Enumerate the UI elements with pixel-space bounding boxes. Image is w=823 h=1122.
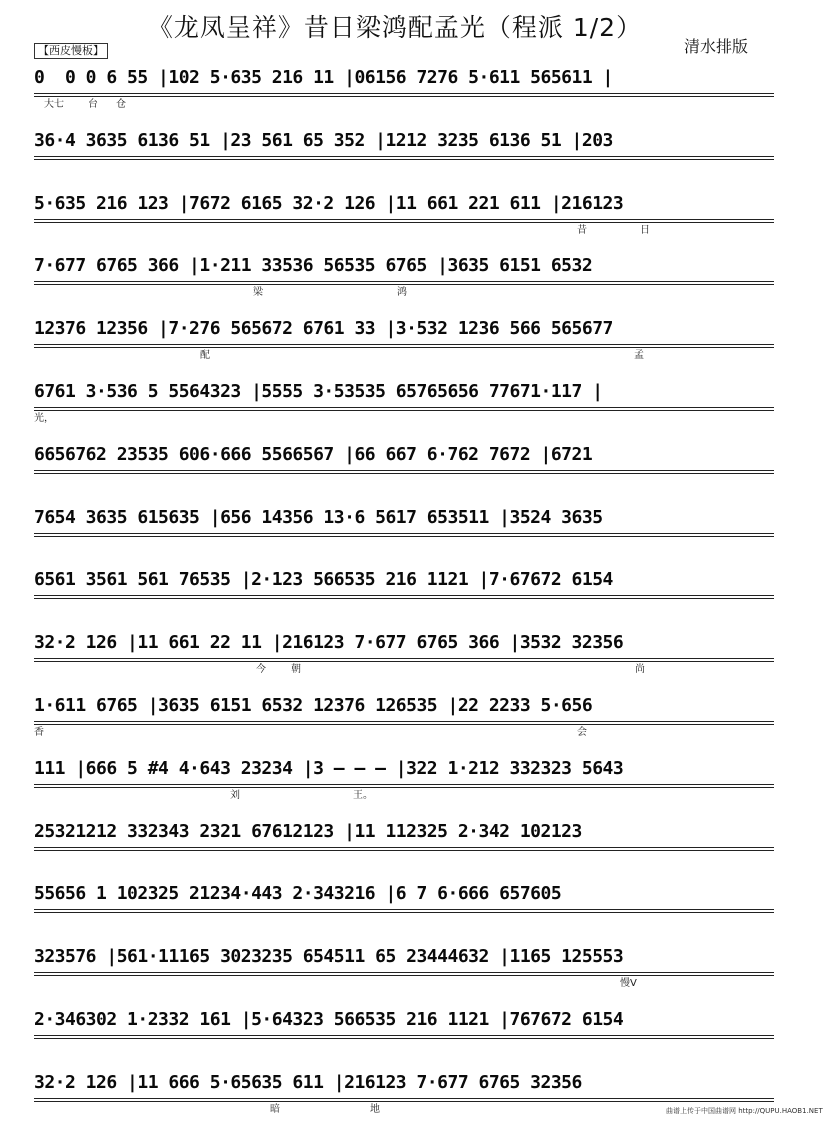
notation-text: 0 0 0 6 55 |102 5·635 216 11 |06156 7276 5·611 565611 | — [34, 67, 613, 88]
beam-line — [34, 410, 774, 411]
score-line — [34, 555, 774, 619]
beam-line — [34, 93, 774, 94]
beam-line — [34, 787, 774, 788]
notation-text: 25321212 332343 2321 67612123 |11 112325 2·342 102123 — [34, 820, 582, 842]
page-title: 《龙凤呈祥》昔日梁鸿配孟光（程派 1/2） — [147, 13, 643, 42]
beam-line — [34, 407, 774, 408]
beam-line — [34, 284, 774, 285]
score-line — [34, 744, 774, 808]
notation-text: 2·346302 1·2332 161 |5·64323 566535 216 1121 |767672 6154 — [34, 1009, 624, 1030]
beam-line — [34, 159, 774, 160]
notation-text: 7654 3635 615635 |656 14356 13·6 5617 653511 |3524 3635 — [34, 506, 603, 528]
beam-line — [34, 850, 774, 851]
beam-line — [34, 347, 774, 348]
notation-text: 1·611 6765 |3635 6151 6532 12376 126535 |22 2233 5·656 — [34, 695, 593, 716]
lyric-char: 朝 — [291, 664, 301, 676]
score-line — [34, 493, 774, 557]
score-line — [34, 995, 774, 1059]
beam-line — [34, 96, 774, 97]
score-line — [34, 179, 774, 243]
beam-line — [34, 784, 774, 785]
notation-text: 6656762 23535 606·666 5566567 |66 667 6·762 7672 |6721 — [34, 443, 593, 465]
lyric-char: 慢V — [620, 978, 637, 990]
lyric-char: 大七 — [44, 99, 64, 110]
lyric-char: 王。 — [353, 789, 373, 801]
beam-line — [34, 156, 774, 157]
score-line — [34, 53, 774, 117]
beam-line — [34, 1098, 774, 1099]
notation-text: 32·2 126 |11 666 5·65635 611 |216123 7·677 6765 32356 — [34, 1071, 582, 1093]
beam-line — [34, 595, 774, 596]
lyric-char: 刘 — [230, 789, 240, 801]
lyric-char: 昔 — [577, 224, 587, 236]
notation-text: 323576 |561·11165 3023235 654511 65 23444632 |1165 125553 — [34, 946, 624, 968]
score-line — [34, 116, 774, 180]
beam-line — [34, 909, 774, 910]
beam-line — [34, 1038, 774, 1039]
notation-text: 32·2 126 |11 661 22 11 |216123 7·677 6765 366 |3532 32356 — [34, 632, 624, 654]
beam-line — [34, 344, 774, 345]
notation-text: 36·4 3635 6136 51 |23 561 65 352 |1212 3235 6136 51 |203 — [34, 129, 613, 151]
notation-text: 55656 1 102325 21234·443 2·343216 |6 7 6·666 657605 — [34, 883, 562, 905]
beam-line — [34, 473, 774, 474]
beam-line — [34, 721, 774, 722]
beam-line — [34, 219, 774, 220]
notation-text: 6561 3561 561 76535 |2·123 566535 216 1121 |7·67672 6154 — [34, 569, 613, 591]
lyric-char: 香 — [34, 727, 44, 738]
beam-line — [34, 470, 774, 471]
arranger-credit: 清水排版 — [684, 37, 749, 56]
beam-line — [34, 972, 774, 973]
notation-text: 111 |666 5 #4 4·643 23234 |3 — — — |322 1·212 332323 5643 — [34, 757, 624, 779]
lyric-char: 孟 — [634, 350, 644, 362]
beam-line — [34, 1101, 774, 1102]
lyric-char: 暗 — [270, 1103, 280, 1115]
score-line — [34, 869, 774, 933]
lyric-char: 光， — [34, 413, 54, 424]
beam-line — [34, 536, 774, 537]
score-line — [34, 304, 774, 368]
lyric-char: 配 — [200, 350, 210, 362]
beam-line — [34, 222, 774, 223]
beam-line — [34, 533, 774, 534]
notation-text: 12376 12356 |7·276 565672 6761 33 |3·532 1236 566 565677 — [34, 318, 613, 340]
tempo-marking: 【西皮慢板】 — [34, 43, 108, 59]
lyric-char: 日 — [640, 224, 650, 236]
score-line — [34, 932, 774, 996]
beam-line — [34, 281, 774, 282]
notation-text: 6761 3·536 5 5564323 |5555 3·53535 65765656 77671·117 | — [34, 381, 603, 402]
score-line — [34, 241, 774, 305]
lyric-char: 会 — [577, 727, 587, 738]
beam-line — [34, 975, 774, 976]
notation-text: 5·635 216 123 |7672 6165 32·2 126 |11 661 221 611 |216123 — [34, 192, 624, 214]
beam-line — [34, 1035, 774, 1036]
beam-line — [34, 724, 774, 725]
lyric-char: 鸿 — [397, 287, 407, 299]
notation-text: 7·677 6765 366 |1·211 33536 56535 6765 |3635 6151 6532 — [34, 255, 593, 277]
score-line — [34, 367, 774, 431]
watermark-footer: 曲谱上传于中国曲谱网 http://QUPU.HAOB1.NET — [666, 1107, 823, 1115]
score-line — [34, 1058, 774, 1122]
beam-line — [34, 658, 774, 659]
beam-line — [34, 847, 774, 848]
lyric-char: 尚 — [635, 664, 645, 676]
beam-line — [34, 598, 774, 599]
score-line — [34, 430, 774, 494]
score-line — [34, 681, 774, 745]
lyric-char: 地 — [370, 1103, 380, 1115]
beam-line — [34, 661, 774, 662]
score-line — [34, 618, 774, 682]
lyric-char: 梁 — [253, 287, 263, 299]
lyric-char: 仓 — [116, 99, 126, 110]
lyric-char: 今 — [256, 664, 266, 676]
beam-line — [34, 912, 774, 913]
score-line — [34, 807, 774, 871]
lyric-char: 台 — [88, 99, 98, 110]
